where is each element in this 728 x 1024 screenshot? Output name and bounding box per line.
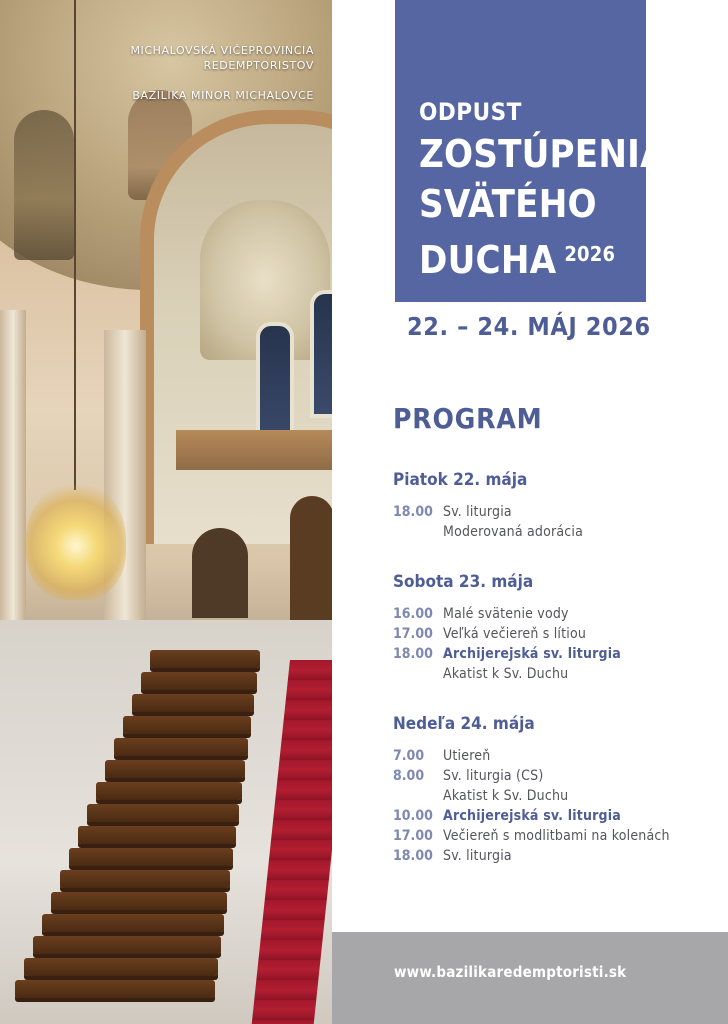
schedule-activity: Malé svätenie vody	[443, 606, 569, 622]
schedule-row	[393, 748, 490, 768]
fresco-saint-left	[14, 110, 74, 260]
schedule-activity: Archijerejská sv. liturgia	[443, 808, 621, 824]
schedule-row	[393, 666, 568, 686]
schedule-row	[393, 808, 621, 828]
program-heading: PROGRAM	[393, 402, 543, 435]
schedule-row	[393, 524, 583, 544]
pews	[0, 640, 290, 1024]
schedule-row	[393, 828, 670, 848]
photo-caption-basilica: BAZILIKA MINOR MICHALOVCE	[132, 89, 314, 102]
choir-balcony	[176, 430, 332, 470]
footer-bar	[332, 932, 728, 1024]
schedule-activity: Sv. liturgia	[443, 504, 512, 520]
schedule-time: 17.00	[393, 828, 433, 844]
caption-line: REDEMPTORISTOV	[203, 59, 314, 72]
pew	[132, 694, 254, 712]
chandelier-icon	[26, 480, 126, 600]
arched-doorway	[290, 496, 332, 620]
pew	[150, 650, 260, 668]
schedule-activity: Sv. liturgia	[443, 848, 512, 864]
title-line-2: SVÄTÉHO	[419, 182, 597, 226]
schedule-row	[393, 606, 569, 626]
title-box	[395, 0, 667, 302]
schedule-time: 16.00	[393, 606, 433, 622]
schedule-time: 18.00	[393, 504, 433, 520]
schedule-time: 10.00	[393, 808, 433, 824]
schedule-time: 18.00	[393, 848, 433, 864]
schedule-time: 8.00	[393, 768, 425, 784]
caption-line: MICHALOVSKÁ VIČEPROVINCIA	[130, 44, 314, 57]
pew	[141, 672, 257, 690]
schedule-row	[393, 646, 621, 666]
schedule-activity: Akatist k Sv. Duchu	[443, 788, 569, 804]
event-dates: 22. – 24. MÁJ 2026	[407, 312, 651, 341]
pew	[24, 958, 218, 976]
pew	[33, 936, 221, 954]
schedule-activity: Večiereň s modlitbami na kolenách	[443, 828, 670, 844]
arched-doorway	[192, 528, 248, 618]
pew	[78, 826, 236, 844]
pew	[60, 870, 230, 888]
website-link[interactable]: www.bazilikaredemptoristi.sk	[394, 963, 627, 981]
photo-caption-province	[0, 43, 314, 73]
schedule-row	[393, 626, 586, 646]
pew	[114, 738, 248, 756]
pew	[15, 980, 215, 998]
title-year: 2026	[564, 242, 616, 266]
day-heading: Piatok 22. mája	[393, 470, 528, 490]
pew	[51, 892, 227, 910]
pew	[123, 716, 251, 734]
day-heading: Nedeľa 24. mája	[393, 714, 535, 734]
day-heading: Sobota 23. mája	[393, 572, 534, 592]
basilica-interior-photo	[0, 0, 332, 1024]
schedule-row	[393, 768, 543, 788]
pew	[96, 782, 242, 800]
schedule-activity: Utiereň	[443, 748, 491, 764]
schedule-row	[393, 848, 512, 868]
pew	[87, 804, 239, 822]
schedule-time: 18.00	[393, 646, 433, 662]
schedule-activity: Akatist k Sv. Duchu	[443, 666, 569, 682]
schedule-activity: Veľká večiereň s lítiou	[443, 626, 587, 642]
schedule-activity: Archijerejská sv. liturgia	[443, 646, 621, 662]
schedule-time: 7.00	[393, 748, 425, 764]
schedule-activity: Moderovaná adorácia	[443, 524, 584, 540]
title-line-1: ZOSTÚPENIA	[419, 132, 667, 176]
title-line-3	[419, 234, 615, 280]
pew	[105, 760, 245, 778]
schedule-activity: Sv. liturgia (CS)	[443, 768, 544, 784]
pew	[69, 848, 233, 866]
title-word: DUCHA	[419, 238, 557, 282]
schedule-time: 17.00	[393, 626, 433, 642]
chandelier-chain	[74, 0, 76, 490]
pew	[42, 914, 224, 932]
schedule-row	[393, 788, 568, 808]
schedule-row	[393, 504, 512, 524]
title-kicker: ODPUST	[419, 98, 522, 126]
arched-window	[310, 290, 332, 418]
